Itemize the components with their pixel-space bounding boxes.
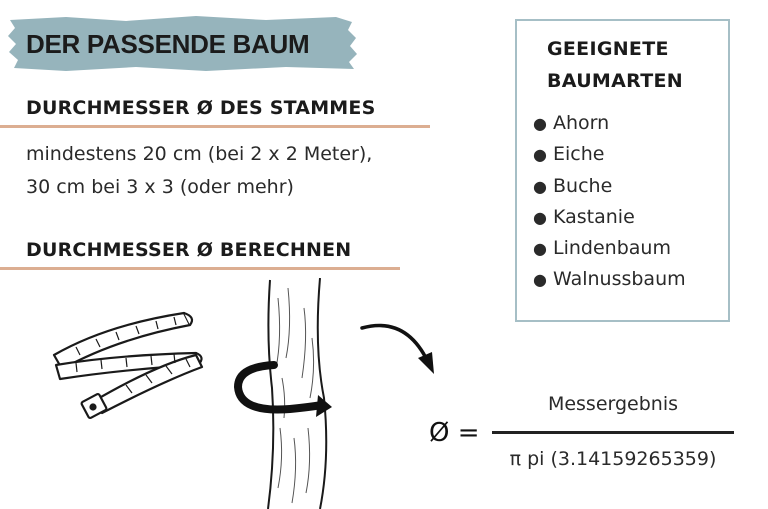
heading-underline <box>0 125 430 128</box>
diameter-requirement-line-2: 30 cm bei 3 x 3 (oder mehr) <box>26 176 294 198</box>
bullet-icon: ● <box>533 145 547 165</box>
page-title: DER PASSENDE BAUM <box>26 29 310 59</box>
formula-numerator: Messergebnis <box>547 393 679 415</box>
list-item: ● Walnussbaum <box>533 264 686 295</box>
list-item: ● Kastanie <box>533 202 686 233</box>
list-item: ● Eiche <box>533 139 686 170</box>
bullet-icon: ● <box>533 114 547 133</box>
tree-species-box <box>515 19 730 322</box>
list-item: ● Ahorn <box>533 108 686 139</box>
heading-underline <box>0 267 400 270</box>
species-box-title: GEEIGNETE BAUMARTEN <box>547 38 683 92</box>
bullet-icon: ● <box>533 239 547 259</box>
diameter-symbol: Ø = <box>429 418 480 448</box>
bullet-icon: ● <box>533 270 547 290</box>
list-item: ● Lindenbaum <box>533 233 686 264</box>
list-item: ● Buche <box>533 171 686 202</box>
bullet-icon: ● <box>533 207 547 227</box>
measuring-tape-icon <box>46 305 211 425</box>
formula-denominator: π pi (3.14159265359) <box>509 448 717 470</box>
bullet-icon: ● <box>533 176 547 196</box>
section-heading-calculate-diameter: DURCHMESSER Ø BERECHNEN <box>26 239 352 261</box>
title-banner <box>6 14 358 72</box>
fraction-bar <box>492 431 734 434</box>
diameter-requirement-line-1: mindestens 20 cm (bei 2 x 2 Meter), <box>26 143 373 165</box>
curved-arrow-icon <box>358 318 438 378</box>
section-heading-trunk-diameter: DURCHMESSER Ø DES STAMMES <box>26 97 376 119</box>
wrap-arrow-icon <box>230 355 336 425</box>
species-list <box>533 108 686 296</box>
